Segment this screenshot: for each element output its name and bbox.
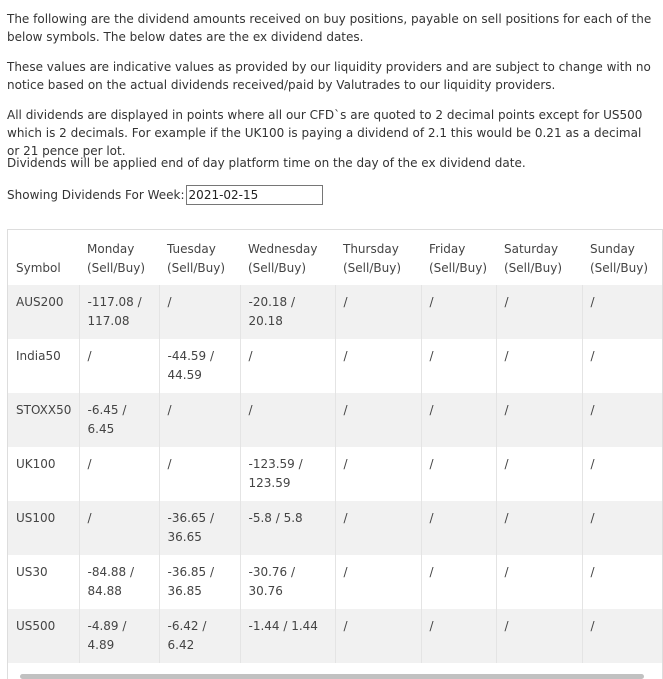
column-header-sub: (Sell/Buy) <box>504 260 563 275</box>
dividend-cell: -1.44 / 1.44 <box>240 609 335 663</box>
dividend-cell: -84.88 / 84.88 <box>79 555 159 609</box>
week-selector <box>7 184 323 206</box>
column-header <box>159 230 240 285</box>
dividend-cell: -36.65 / 36.65 <box>159 501 240 555</box>
dividend-cell: / <box>159 285 240 339</box>
dividend-cell: / <box>335 447 421 501</box>
column-header <box>240 230 335 285</box>
dividend-cell: -6.42 / 6.42 <box>159 609 240 663</box>
dividend-cell: -4.89 / 4.89 <box>79 609 159 663</box>
dividend-cell: / <box>240 339 335 393</box>
dividend-cell: / <box>582 609 663 663</box>
column-header-day: Monday <box>87 242 135 256</box>
dividend-cell: / <box>335 555 421 609</box>
symbol-cell: US30 <box>8 555 79 609</box>
dividend-cell: -30.76 / 30.76 <box>240 555 335 609</box>
dividend-cell: / <box>79 501 159 555</box>
column-header <box>421 230 496 285</box>
table-row <box>8 447 663 501</box>
dividend-cell: -6.45 / 6.45 <box>79 393 159 447</box>
column-header-day: Saturday <box>504 242 559 256</box>
dividend-cell: / <box>496 555 582 609</box>
dividend-cell: / <box>335 393 421 447</box>
dividend-cell: / <box>159 393 240 447</box>
table-row <box>8 555 663 609</box>
intro-paragraph-3: All dividends are displayed in points where all our CFD`s are quoted to 2 decimal points except for US500 which is 2 decimals. For example if the UK100 is paying a dividend of 2.1 this would be 0.21 as a decimal or 21 pence per lot. <box>7 108 643 158</box>
table-body <box>8 285 663 663</box>
dividend-cell: / <box>79 447 159 501</box>
dividend-cell: -36.85 / 36.85 <box>159 555 240 609</box>
dividends-table <box>8 230 663 663</box>
symbol-cell: US500 <box>8 609 79 663</box>
intro-paragraph-4: Dividends will be applied end of day platform time on the day of the ex dividend date. <box>7 156 526 170</box>
horizontal-scrollbar[interactable] <box>20 674 644 679</box>
column-header-sub: Symbol <box>16 260 61 275</box>
dividend-cell: / <box>582 339 663 393</box>
dividend-cell: / <box>335 609 421 663</box>
dividend-cell: / <box>582 393 663 447</box>
dividend-cell: / <box>496 393 582 447</box>
dividend-cell: / <box>421 501 496 555</box>
dividend-cell: / <box>421 393 496 447</box>
dividend-cell: / <box>496 501 582 555</box>
week-date-input[interactable]: 2021-02-15 <box>186 185 323 205</box>
dividend-cell: / <box>582 285 663 339</box>
column-header-day: Tuesday <box>167 242 216 256</box>
table-row <box>8 393 663 447</box>
dividends-table-container <box>7 229 663 679</box>
column-header <box>8 230 79 285</box>
column-header-sub: (Sell/Buy) <box>167 260 226 275</box>
dividend-cell: -5.8 / 5.8 <box>240 501 335 555</box>
dividend-cell: -123.59 / 123.59 <box>240 447 335 501</box>
dividend-cell: / <box>421 609 496 663</box>
column-header-day <box>16 241 75 259</box>
column-header-sub: (Sell/Buy) <box>429 260 488 275</box>
dividend-cell: -44.59 / 44.59 <box>159 339 240 393</box>
column-header <box>496 230 582 285</box>
dividend-cell: / <box>335 501 421 555</box>
column-header-day: Friday <box>429 242 466 256</box>
column-header-sub: (Sell/Buy) <box>590 260 649 275</box>
column-header-day: Sunday <box>590 242 635 256</box>
dividend-cell: / <box>421 339 496 393</box>
column-header <box>582 230 663 285</box>
column-header-day: Thursday <box>343 242 399 256</box>
column-header-day: Wednesday <box>248 242 318 256</box>
dividend-cell: / <box>582 555 663 609</box>
dividend-cell: / <box>421 555 496 609</box>
symbol-cell: STOXX50 <box>8 393 79 447</box>
dividend-cell: -117.08 / 117.08 <box>79 285 159 339</box>
dividend-cell: / <box>496 609 582 663</box>
dividend-cell: / <box>496 285 582 339</box>
dividend-cell: / <box>421 447 496 501</box>
column-header-sub: (Sell/Buy) <box>248 260 307 275</box>
symbol-cell: UK100 <box>8 447 79 501</box>
dividend-cell: / <box>496 339 582 393</box>
dividend-cell: / <box>582 447 663 501</box>
column-header-sub: (Sell/Buy) <box>87 260 146 275</box>
table-row <box>8 339 663 393</box>
column-header <box>79 230 159 285</box>
dividend-cell: / <box>240 393 335 447</box>
column-header-sub: (Sell/Buy) <box>343 260 402 275</box>
table-row <box>8 501 663 555</box>
table-row <box>8 285 663 339</box>
symbol-cell: AUS200 <box>8 285 79 339</box>
table-row <box>8 609 663 663</box>
dividend-cell: / <box>582 501 663 555</box>
symbol-cell: US100 <box>8 501 79 555</box>
table-header-row <box>8 230 663 285</box>
dividend-cell: / <box>335 339 421 393</box>
week-label: Showing Dividends For Week: <box>7 188 185 202</box>
intro-paragraph-2: These values are indicative values as provided by our liquidity providers and are subject to change with no notice based on the actual dividends received/paid by Valutrades to our liquidity providers. <box>7 60 651 92</box>
column-header <box>335 230 421 285</box>
dividend-cell: / <box>79 339 159 393</box>
dividend-cell: / <box>159 447 240 501</box>
symbol-cell: India50 <box>8 339 79 393</box>
dividend-cell: -20.18 / 20.18 <box>240 285 335 339</box>
dividend-cell: / <box>335 285 421 339</box>
intro-paragraph-1: The following are the dividend amounts received on buy positions, payable on sell positions for each of the below symbols. The below dates are the ex dividend dates. <box>7 12 652 44</box>
dividend-cell: / <box>421 285 496 339</box>
dividend-cell: / <box>496 447 582 501</box>
